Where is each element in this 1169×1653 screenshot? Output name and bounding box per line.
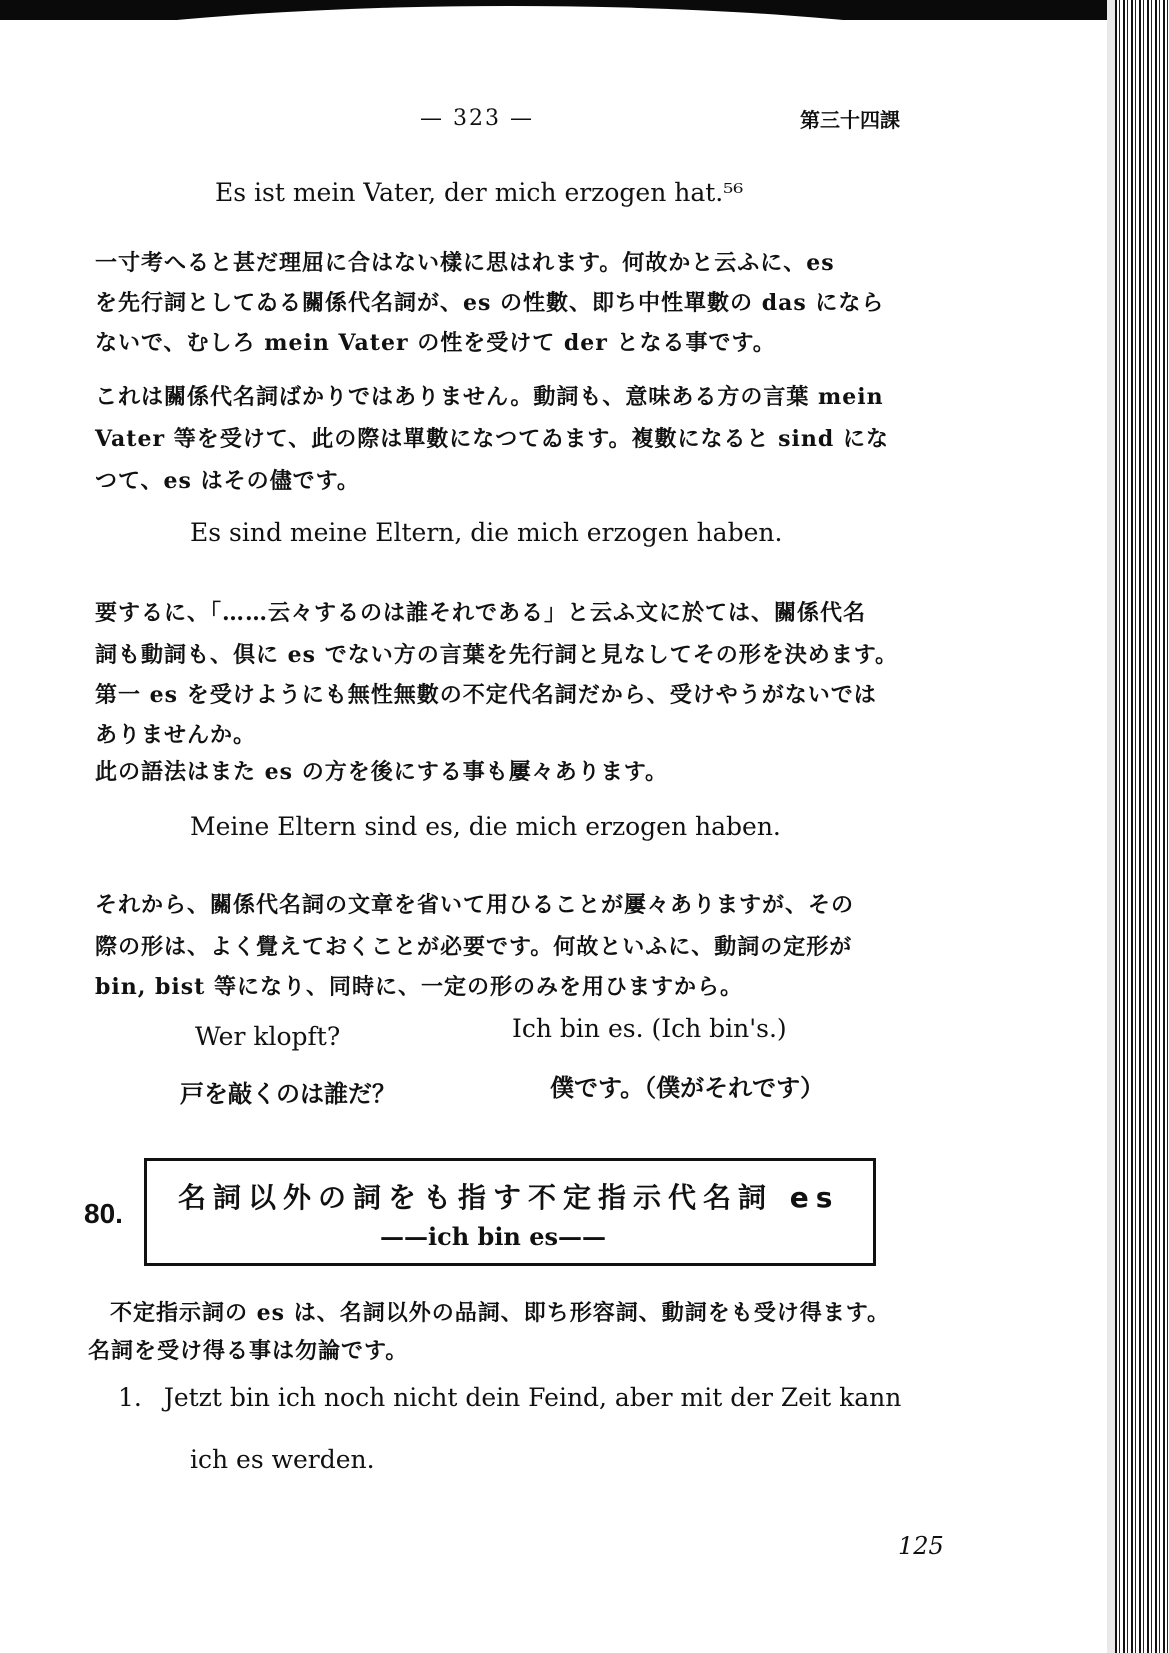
paragraph-3-line-2: 詞も動詞も、倶に es でない方の言葉を先行詞と見なしてその形を決めます。: [95, 642, 898, 668]
dialog-question-japanese: 戸を敲くのは誰だ？: [180, 1080, 396, 1108]
example-sentence-3: Meine Eltern sind es, die mich erzogen haben.: [190, 812, 781, 841]
section-number: 80.: [84, 1198, 123, 1229]
paragraph-4: 此の語法はまた es の方を後にする事も屢々あります。: [95, 759, 668, 785]
paragraph-3-line-3: 第一 es を受けようにも無性無數の不定代名詞だから、受けやうがないでは: [95, 682, 877, 708]
section-title: 名詞以外の詞をも指す不定指示代名詞 es: [178, 1181, 840, 1214]
paragraph-1-line-2: を先行詞としてゐる關係代名詞が、es の性數、即ち中性單數の das になら: [95, 290, 885, 316]
paragraph-6-line-2: 名詞を受け得る事は勿論です。: [88, 1338, 409, 1364]
paragraph-1-line-1: 一寸考へると甚だ理屈に合はない樣に思はれます。何故かと云ふに、es: [95, 250, 835, 276]
item-number: 1.: [118, 1383, 142, 1412]
paragraph-2-line-1: これは關係代名詞ばかりではありません。動詞も、意味ある方の言葉 mein: [95, 384, 884, 410]
paragraph-3-line-4: ありませんか。: [95, 722, 257, 748]
section-subtitle: ——ich bin es——: [380, 1222, 607, 1251]
paragraph-2-line-2: Vater 等を受けて、此の際は單數になつてゐます。複數になると sind にな: [95, 426, 889, 452]
paragraph-5-line-1: それから、關係代名詞の文章を省いて用ひることが屢々ありますが、その: [95, 892, 855, 918]
example-sentence-1: Es ist mein Vater, der mich erzogen hat.⁵⁶: [215, 178, 744, 207]
folio-number: 125: [898, 1532, 944, 1560]
paragraph-5-line-2: 際の形は、よく覺えておくことが必要です。何故といふに、動詞の定形が: [95, 934, 853, 960]
page-number: — 323 —: [420, 106, 534, 131]
book-page-edges: [1107, 0, 1169, 1653]
paragraph-2-line-3: つて、es はその儘です。: [95, 468, 360, 494]
dialog-answer-japanese: 僕です。（僕がそれです）: [550, 1074, 825, 1102]
example-sentence-2: Es sind meine Eltern, die mich erzogen haben.: [190, 518, 783, 547]
paragraph-6-line-1: 不定指示詞の es は、名詞以外の品詞、即ち形容詞、動詞をも受け得ます。: [110, 1300, 890, 1326]
example-item-1: [118, 1383, 901, 1412]
paragraph-1-line-3: ないで、むしろ mein Vater の性を受けて der となる事です。: [95, 330, 776, 356]
dialog-question-german: Wer klopft?: [195, 1022, 341, 1051]
dialog-answer-german: Ich bin es. (Ich bin's.): [512, 1014, 787, 1043]
paragraph-3-line-1: 要するに、「……云々するのは誰それである」と云ふ文に於ては、關係代名: [95, 600, 867, 626]
example-item-1-continued: ich es werden.: [190, 1445, 375, 1474]
paragraph-5-line-3: bin, bist 等になり、同時に、一定の形のみを用ひますから。: [95, 974, 744, 1000]
lesson-title: 第三十四課: [800, 108, 900, 132]
item-line-1: Jetzt bin ich noch nicht dein Feind, aber mit der Zeit kann: [163, 1383, 902, 1412]
